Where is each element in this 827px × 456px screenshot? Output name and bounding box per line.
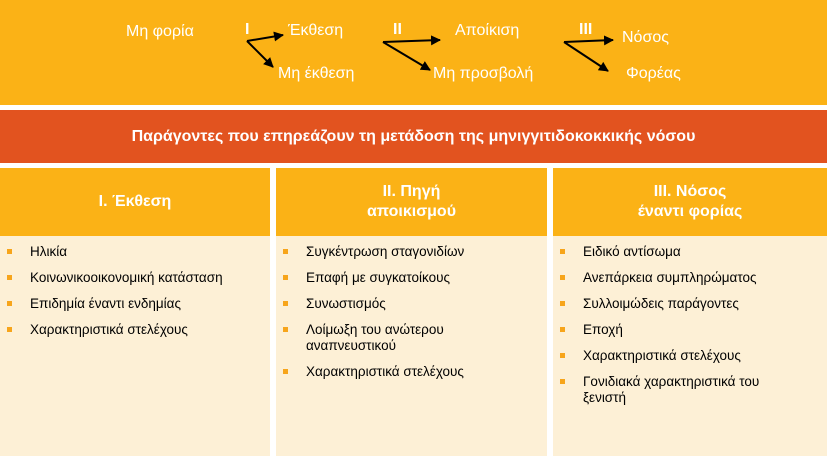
column-heading: II. Πηγή αποικισμού — [366, 183, 457, 220]
list-item: Συλλοιμώδεις παράγοντες — [560, 296, 821, 312]
node-no-exposure: Μη έκθεση — [278, 65, 355, 82]
list-item: Συγκέντρωση σταγονιδίων — [283, 244, 541, 260]
list-item: Συνωστισμός — [283, 296, 541, 312]
bullet-icon — [560, 353, 565, 358]
step-label-3: III — [579, 21, 593, 38]
factor-list — [276, 236, 547, 456]
step-label-2: II — [393, 21, 402, 38]
bullet-icon — [560, 301, 565, 306]
node-disease: Νόσος — [622, 29, 669, 46]
bullet-icon — [7, 275, 12, 280]
bullet-icon — [283, 275, 288, 280]
page-title: Παράγοντες που επηρεάζουν τη μετάδοση της μηνιγγιτιδοκοκκικής νόσου — [131, 127, 696, 145]
node-colonization: Αποίκιση — [455, 22, 520, 39]
column-heading-box — [276, 168, 547, 236]
column-exposure — [0, 168, 270, 456]
column-disease-vs-carriage — [553, 168, 827, 456]
bullet-icon — [283, 369, 288, 374]
node-no-carriage: Μη φορία — [126, 23, 194, 40]
column-heading: III. Νόσος έναντι φορίας — [637, 183, 743, 220]
column-heading: I. Έκθεση — [98, 193, 172, 210]
list-item: Επιδημία έναντι ενδημίας — [7, 296, 264, 312]
bullet-icon — [283, 249, 288, 254]
bullet-icon — [560, 275, 565, 280]
title-banner — [0, 110, 827, 163]
flow-diagram — [0, 0, 827, 105]
arrow-to-disease — [564, 40, 613, 42]
list-item: Χαρακτηριστικά στελέχους — [7, 322, 264, 338]
list-item: Επαφή με συγκατοίκους — [283, 270, 541, 286]
arrow-to-no-exposure — [247, 41, 273, 67]
arrow-to-carrier — [564, 42, 608, 71]
list-item: Γονιδιακά χαρακτηριστικά του ξενιστή — [560, 374, 821, 406]
list-item: Χαρακτηριστικά στελέχους — [560, 348, 821, 364]
arrow-group-1 — [247, 35, 283, 67]
factor-list — [553, 236, 827, 456]
flow-diagram-band — [0, 0, 827, 105]
arrow-to-colonization — [383, 40, 440, 42]
factor-list — [0, 236, 270, 456]
list-item: Εποχή — [560, 322, 821, 338]
list-item: Κοινωνικοοικονομική κατάσταση — [7, 270, 264, 286]
bullet-icon — [7, 249, 12, 254]
column-heading-box — [0, 168, 270, 236]
bullet-icon — [7, 327, 12, 332]
list-item: Ειδικό αντίσωμα — [560, 244, 821, 260]
arrow-group-3 — [564, 40, 613, 71]
bullet-icon — [283, 327, 288, 332]
list-item: Λοίμωξη του ανώτερου αναπνευστικού — [283, 322, 541, 354]
node-carrier: Φορέας — [626, 65, 681, 82]
bullet-icon — [283, 301, 288, 306]
list-item: Ανεπάρκεια συμπληρώματος — [560, 270, 821, 286]
node-no-infection: Μη προσβολή — [433, 65, 534, 82]
arrow-to-no-infection — [383, 42, 430, 70]
column-colonization-source — [276, 168, 547, 456]
node-exposure: Έκθεση — [288, 22, 344, 39]
bullet-icon — [7, 301, 12, 306]
bullet-icon — [560, 327, 565, 332]
bullet-icon — [560, 379, 565, 384]
bullet-icon — [560, 249, 565, 254]
arrow-to-exposure — [247, 35, 283, 41]
step-label-1: I — [245, 21, 250, 38]
column-heading-box — [553, 168, 827, 236]
list-item: Ηλικία — [7, 244, 264, 260]
arrow-group-2 — [383, 40, 440, 70]
list-item: Χαρακτηριστικά στελέχους — [283, 364, 541, 380]
